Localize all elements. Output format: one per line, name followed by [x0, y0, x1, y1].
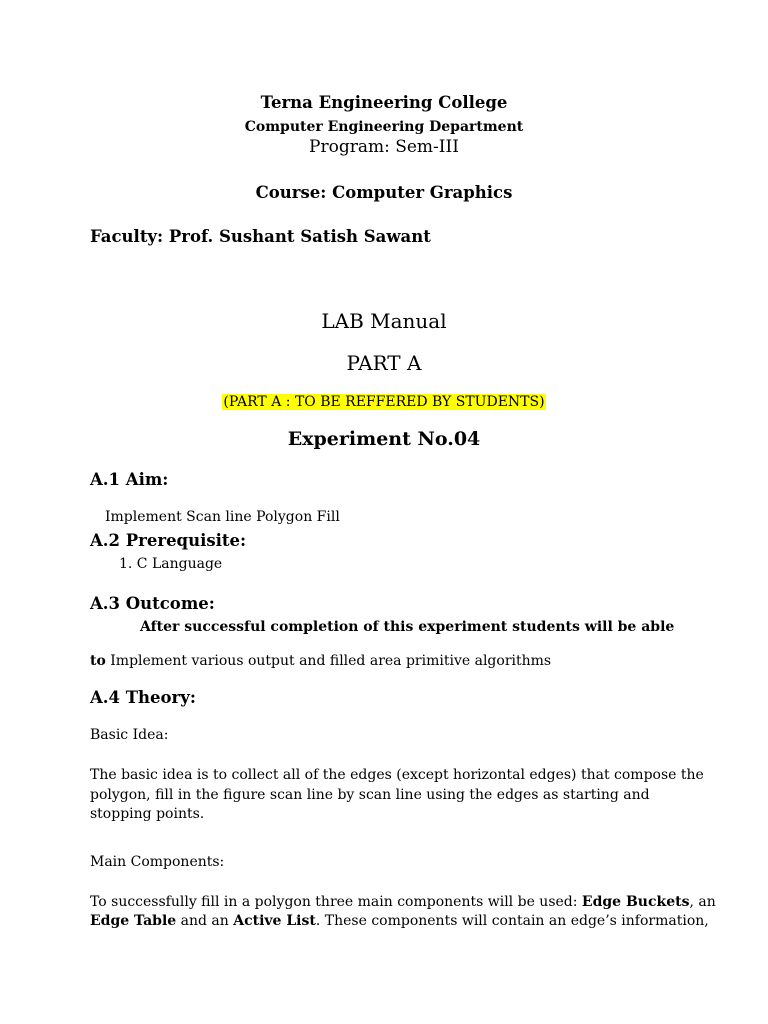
theory-heading: A.4 Theory:: [90, 688, 196, 707]
basic-idea-line-3: stopping points.: [90, 806, 205, 822]
experiment-title: Experiment No.04: [287, 428, 481, 450]
main-components-label: Main Components:: [90, 854, 225, 870]
basic-idea-line-1: The basic idea is to collect all of the edges (except horizontal edges) that compose the: [90, 767, 704, 783]
prerequisite-heading: A.2 Prerequisite:: [90, 531, 247, 550]
outcome-line-2-bold: to: [90, 653, 106, 669]
outcome-line-2: [90, 653, 551, 669]
college-name: Terna Engineering College: [260, 93, 508, 112]
outcome-heading: A.3 Outcome:: [90, 594, 215, 613]
part-note: [0, 394, 768, 410]
edge-table-term: Edge Table: [90, 913, 177, 929]
components-line-2: [90, 913, 709, 929]
components-line-2-d: . These components will contain an edge’s information,: [315, 913, 709, 929]
components-line-1-c: , an: [689, 894, 716, 910]
faculty-line: Faculty: Prof. Sushant Satish Sawant: [90, 227, 431, 246]
basic-idea-label: Basic Idea:: [90, 727, 169, 743]
aim-text: Implement Scan line Polygon Fill: [105, 509, 340, 525]
program-line: Program: Sem-III: [309, 137, 459, 157]
outcome-line-1: After successful completion of this experiment students will be able: [140, 619, 675, 635]
part-note-highlight: (PART A : TO BE REFFERED BY STUDENTS): [223, 394, 545, 410]
components-line-1: [90, 894, 716, 910]
edge-buckets-term: Edge Buckets: [581, 894, 690, 910]
outcome-line-2-text: Implement various output and filled area primitive algorithms: [105, 653, 552, 669]
active-list-term: Active List: [233, 913, 316, 929]
components-line-2-b: and an: [176, 913, 234, 929]
part-title: PART A: [346, 351, 422, 375]
aim-heading: A.1 Aim:: [90, 470, 169, 489]
prerequisite-item: 1. C Language: [119, 556, 223, 572]
department-name: Computer Engineering Department: [244, 119, 524, 135]
lab-manual-title: LAB Manual: [321, 309, 447, 333]
components-line-1-a: To successfully fill in a polygon three main components will be used:: [90, 894, 582, 910]
course-line: Course: Computer Graphics: [255, 183, 513, 202]
basic-idea-line-2: polygon, fill in the figure scan line by scan line using the edges as starting and: [90, 787, 650, 803]
